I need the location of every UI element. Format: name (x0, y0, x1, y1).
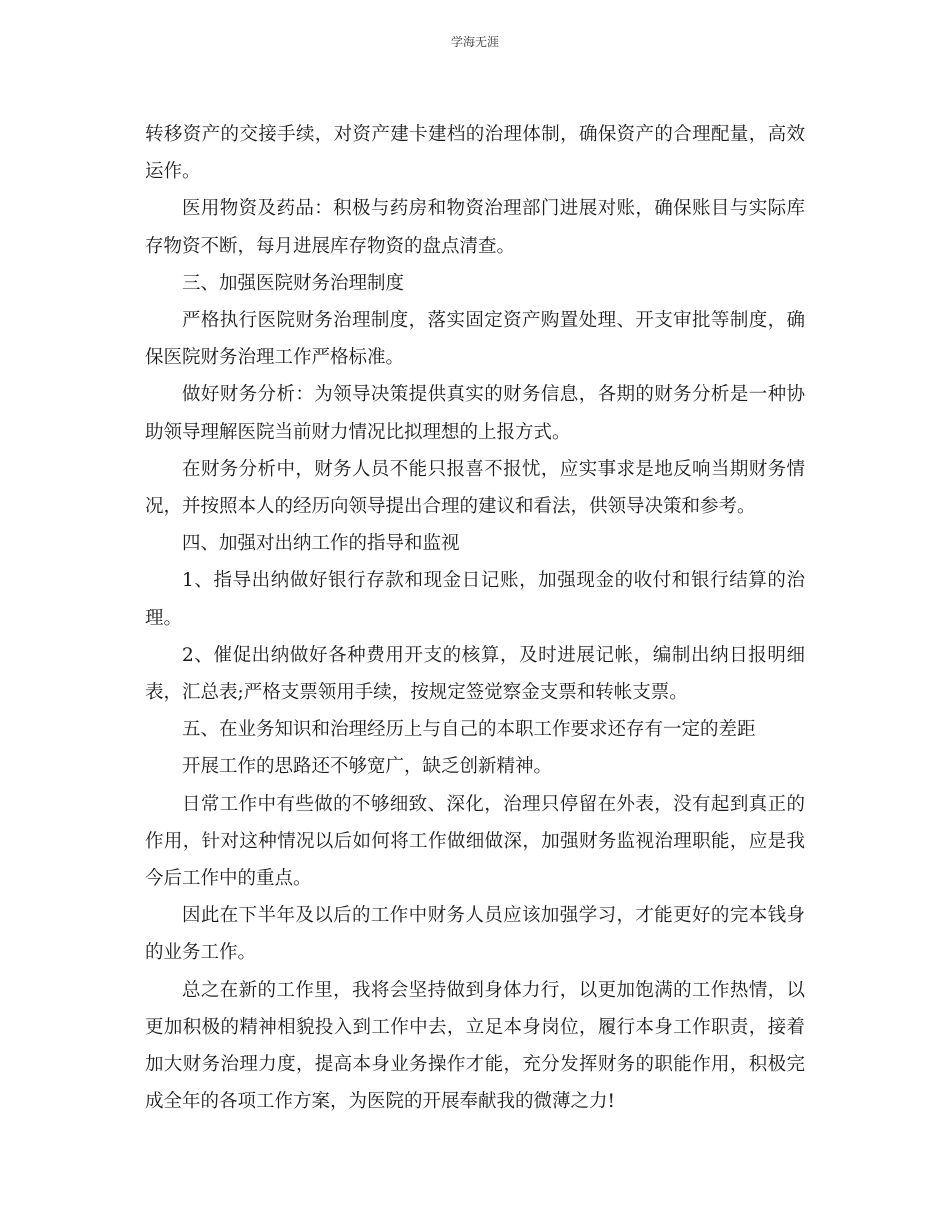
paragraph-asset-transfer: 转移资产的交接手续，对资产建卡建档的治理体制，确保资产的合理配量，高效运作。 (145, 124, 805, 183)
paragraph-medical-supplies: 医用物资及药品：积极与药房和物资治理部门进展对账，确保账目与实际库存物资不断，每月进展库存物资的盘点清查。 (145, 198, 805, 257)
paragraph-cashier-guidance-1: 1、指导出纳做好银行存款和现金日记账，加强现金的收付和银行结算的治理。 (145, 570, 805, 629)
paragraph-conclusion: 总之在新的工作里，我将会坚持做到身体力行，以更加饱满的工作热情，以更加积极的精神相貌投入到工作中去，立足本身岗位，履行本身工作职责，接着加大财务治理力度，提高本身业务操作才能，充分发挥财务的职能作用，积极完成全年的各项工作方案，为医院的开展奉献我的微薄之力! (145, 979, 805, 1113)
page-header: 学海无涯 (450, 35, 499, 49)
section-heading-4: 四、加强对出纳工作的指导和监视 (182, 533, 460, 555)
paragraph-daily-work: 日常工作中有些做的不够细致、深化，治理只停留在外表，没有起到真正的作用，针对这种情况以后如何将工作做细做深，加强财务监视治理职能，应是我今后工作中的重点。 (145, 793, 805, 890)
paragraph-finance-rules: 严格执行医院财务治理制度，落实固定资产购置处理、开支审批等制度，确保医院财务治理工作严格标准。 (145, 310, 805, 369)
paragraph-innovation: 开展工作的思路还不够宽广，缺乏创新精神。 (182, 756, 553, 778)
section-heading-3: 三、加强医院财务治理制度 (182, 272, 405, 294)
paragraph-finance-analysis: 做好财务分析：为领导决策提供真实的财务信息，各期的财务分析是一种协助领导理解医院当前财力情况比拟理想的上报方式。 (145, 384, 805, 443)
document-body (145, 116, 805, 1120)
section-heading-5: 五、在业务知识和治理经历上与自己的本职工作要求还存有一定的差距 (182, 719, 756, 741)
paragraph-learning: 因此在下半年及以后的工作中财务人员应该加强学习，才能更好的完本钱身的业务工作。 (145, 905, 805, 964)
paragraph-analysis-reporting: 在财务分析中，财务人员不能只报喜不报忧，应实事求是地反响当期财务情况，并按照本人的经历向领导提出合理的建议和看法，供领导决策和参考。 (145, 458, 805, 518)
paragraph-cashier-guidance-2: 2、催促出纳做好各种费用开支的核算，及时进展记帐，编制出纳日报明细表，汇总表;严格支票领用手续，按规定签觉察金支票和转帐支票。 (145, 644, 805, 704)
